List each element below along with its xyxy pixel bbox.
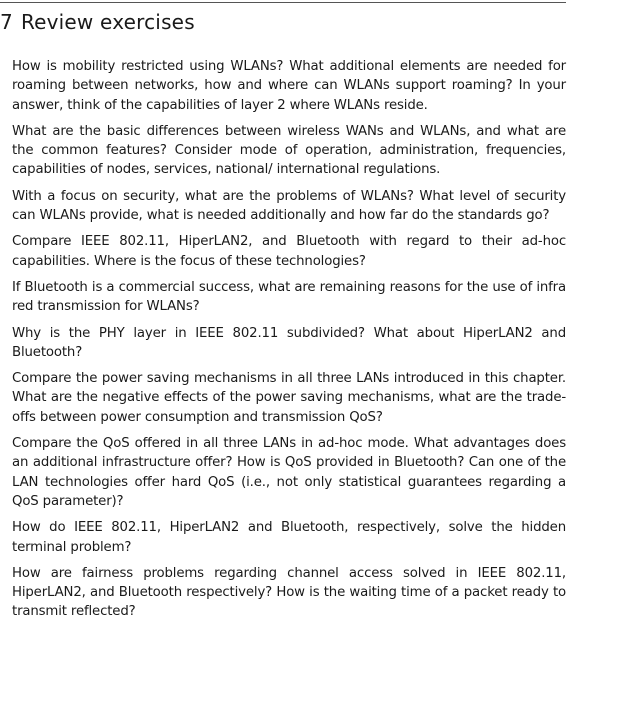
section-title: Review exercises	[20, 10, 195, 34]
section-heading	[0, 10, 195, 34]
section-number: 7	[0, 10, 13, 34]
exercise-6: Why is the PHY layer in IEEE 802.11 subdivided? What about HiperLAN2 and Bluetooth?	[12, 325, 566, 360]
exercise-2: What are the basic differences between wireless WANs and WLANs, and what are the common features? Consider mode of operation, administration, frequencies, capabilities of nodes, services, national/ international regulations.	[12, 123, 566, 178]
exercise-4: Compare IEEE 802.11, HiperLAN2, and Bluetooth with regard to their ad-hoc capabilities. Where is the focus of these technologies?	[12, 234, 566, 269]
exercise-1: How is mobility restricted using WLANs? What additional elements are needed for roaming between networks, how and where can WLANs support roaming? In your answer, think of the capabilities of layer 2 where WLANs reside.	[12, 59, 566, 113]
exercise-7: Compare the power saving mechanisms in all three LANs introduced in this chapter. What are the negative effects of the power saving mechanisms, what are the trade-offs between power consumption and transmission QoS?	[12, 371, 566, 425]
exercise-5: If Bluetooth is a commercial success, what are remaining reasons for the use of infra red transmission for WLANs?	[12, 279, 566, 315]
exercise-3: With a focus on security, what are the problems of WLANs? What level of security can WLANs provide, what is needed additionally and how far do the standards go?	[12, 188, 566, 224]
top-rule	[0, 2, 566, 3]
exercise-list	[12, 57, 566, 629]
exercise-10: How are fairness problems regarding channel access solved in IEEE 802.11, HiperLAN2, and Bluetooth respectively? How is the waiting time of a packet ready to transmit reflected?	[12, 565, 566, 620]
exercise-8: Compare the QoS offered in all three LANs in ad-hoc mode. What advantages does an additional infrastructure offer? How is QoS provided in Bluetooth? Can one of the LAN technologies offer hard QoS (i.e., not only statistical guarantees regarding a QoS parameter)?	[12, 436, 566, 509]
exercise-9: How do IEEE 802.11, HiperLAN2 and Bluetooth, respectively, solve the hidden terminal problem?	[12, 520, 566, 555]
